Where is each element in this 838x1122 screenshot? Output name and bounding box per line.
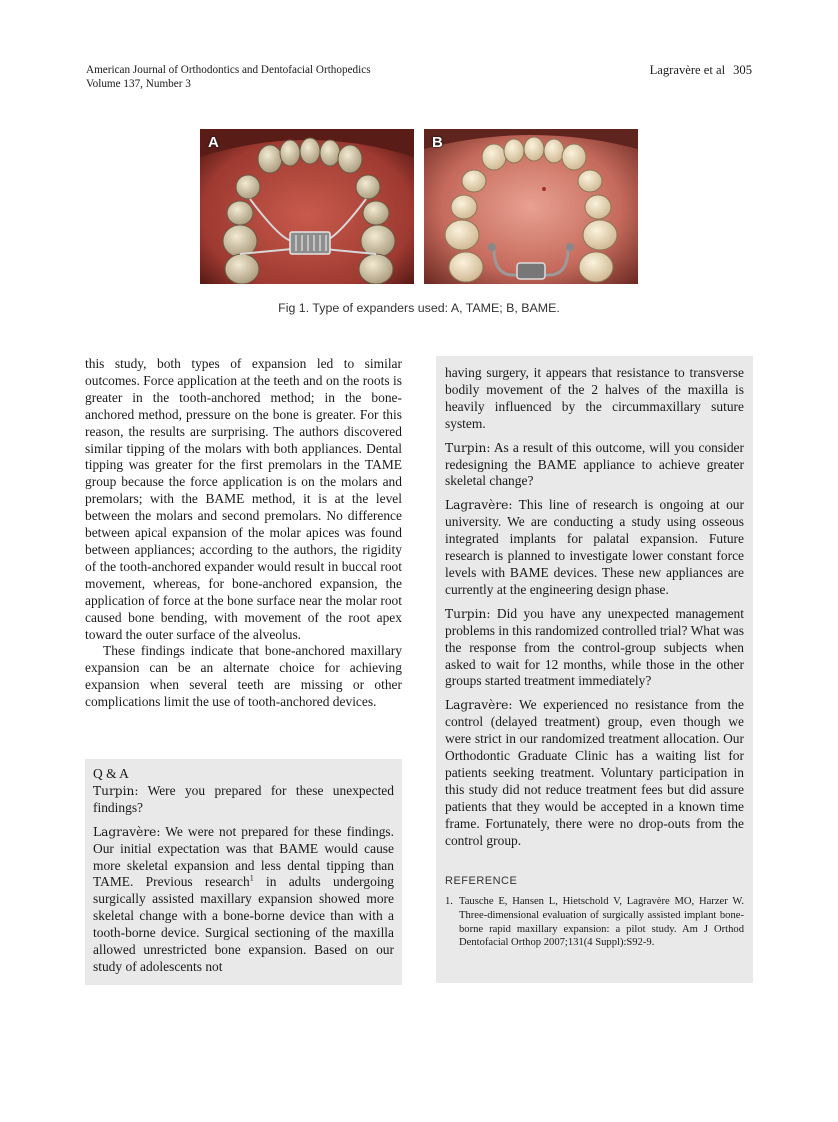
journal-volume: Volume 137, Number 3 [86,78,191,90]
qa-box-left [85,759,402,985]
photo-tame-expander [200,129,414,284]
question-3-text: Did you have any unexpected management problems in this randomized controlled trial? What was the response from the control-group subjects when asked to wait for 12 months, while those in the other groups started treatment immediately? [445,605,744,689]
reference-text: Tausche E, Hansen L, Hietschold V, Lagravère MO, Harzer W. Three-dimensional evaluation of surgically assisted implant bone-borne rapid maxillary expansion: a pilot study. Am J Orthod Dentofacial Orthop 2007;131(4 Suppl):S92-9. [459,896,744,949]
question-2-text: As a result of this outcome, will you consider redesigning the BAME appliance to achieve greater skeletal change? [445,439,744,489]
running-head-journal [86,63,371,91]
panel-b-label: B [432,134,443,151]
reference-heading: REFERENCE [445,875,518,888]
speaker-turpin: Turpin: [93,783,139,798]
answer-1-text-a: We were not prepared for these findings. Our initial expectation was that BAME would cause more skeletal expansion and less dental tipping than TAME. Previous research [93,823,395,890]
answer-1-text-b: in adults undergoing surgically assisted maxillary expansion showed more skeletal change with a bone-borne device than with a tooth-borne device. Surgical sectioning of the maxilla allowed unrestricted bone expansion. Based on our study of adolescents not [93,874,395,974]
running-head-authors [650,63,752,77]
speaker-lagravere: Lagravère: [93,824,161,839]
speaker-turpin: Turpin: [445,606,491,621]
qa-question-2 [445,440,744,491]
reference-number: 1. [445,896,453,908]
reference-item [445,895,744,949]
body-column-left [85,356,402,711]
journal-name: American Journal of Orthodontics and Dentofacial Orthopedics [86,64,371,76]
speaker-lagravere: Lagravère: [445,698,513,713]
qa-answer-1-continued [445,365,744,433]
speaker-turpin: Turpin: [445,440,491,455]
figure-panel-a [200,129,414,284]
qa-heading: Q & A [93,766,129,781]
page-number: 305 [733,63,752,77]
question-1-text: Were you prepared for these unexpected findings? [93,782,394,815]
qa-answer-2 [445,497,744,598]
answer-2-text: This line of research is ongoing at our university. We are conducting a study using osseous integrated implants for palatal expansion. Future research is planned to investigate lower constant force levels with BAME devices. These new appliances are currently at the engineering design phase. [445,497,744,597]
speaker-lagravere: Lagravère: [445,498,513,513]
qa-question-3 [445,606,744,691]
citation-1: 1 [249,873,254,883]
figure-panel-b [424,129,638,284]
qa-box-right [436,356,753,983]
answer-3-text: We experienced no resistance from the control (delayed treatment) group, even though we were strict in our randomized treatment allocation. Our Orthodontic Graduate Clinic has a waiting list for patients seeking treatment. Voluntary participation in this study did not reduce treatment fees but did assure patients that they would be accepted in a known time frame. Fortunately, there were no drop-outs from the control group. [445,697,744,848]
body-paragraph-1: this study, both types of expansion led to similar outcomes. Force application at the teeth and on the roots is greater in the tooth-anchored method; in the bone-anchored method, pressure on the bone is greater. For this reason, the results are surprising. The authors discovered similar tipping of the molars with both appliances. Dental tipping was greater for the first premolars in the TAME group because the force application is on the molars and premolars; with the BAME method, it is at the level between the molars and second premolars. No difference between apical expansion of the molar apices was found between appliances; according to the authors, the rigidity of the tooth-anchored expander would result in buccal root movement, whereas, for bone-anchored expansion, the application of force at the bone surface near the molar root caused bone bending, with movement of the root apex toward the outer surface of the alveolus. [85,356,402,642]
figure-caption: Fig 1. Type of expanders used: A, TAME; B, BAME. [278,301,560,315]
answer-1-continued-text: having surgery, it appears that resistance to transverse bodily movement of the 2 halves of the maxilla is heavily influenced by the circummaxillary suture system. [445,365,744,431]
panel-a-label: A [208,134,219,151]
qa-answer-1 [93,824,394,976]
body-paragraph-2: These findings indicate that bone-anchored maxillary expansion can be an alternate choice for achieving expansion when several teeth are missing or other complications limit the use of tooth-anchored devices. [85,643,402,710]
author-line: Lagravère et al [649,63,726,77]
qa-question-1 [93,783,394,817]
photo-bame-expander [424,129,638,284]
qa-answer-3 [445,697,744,849]
